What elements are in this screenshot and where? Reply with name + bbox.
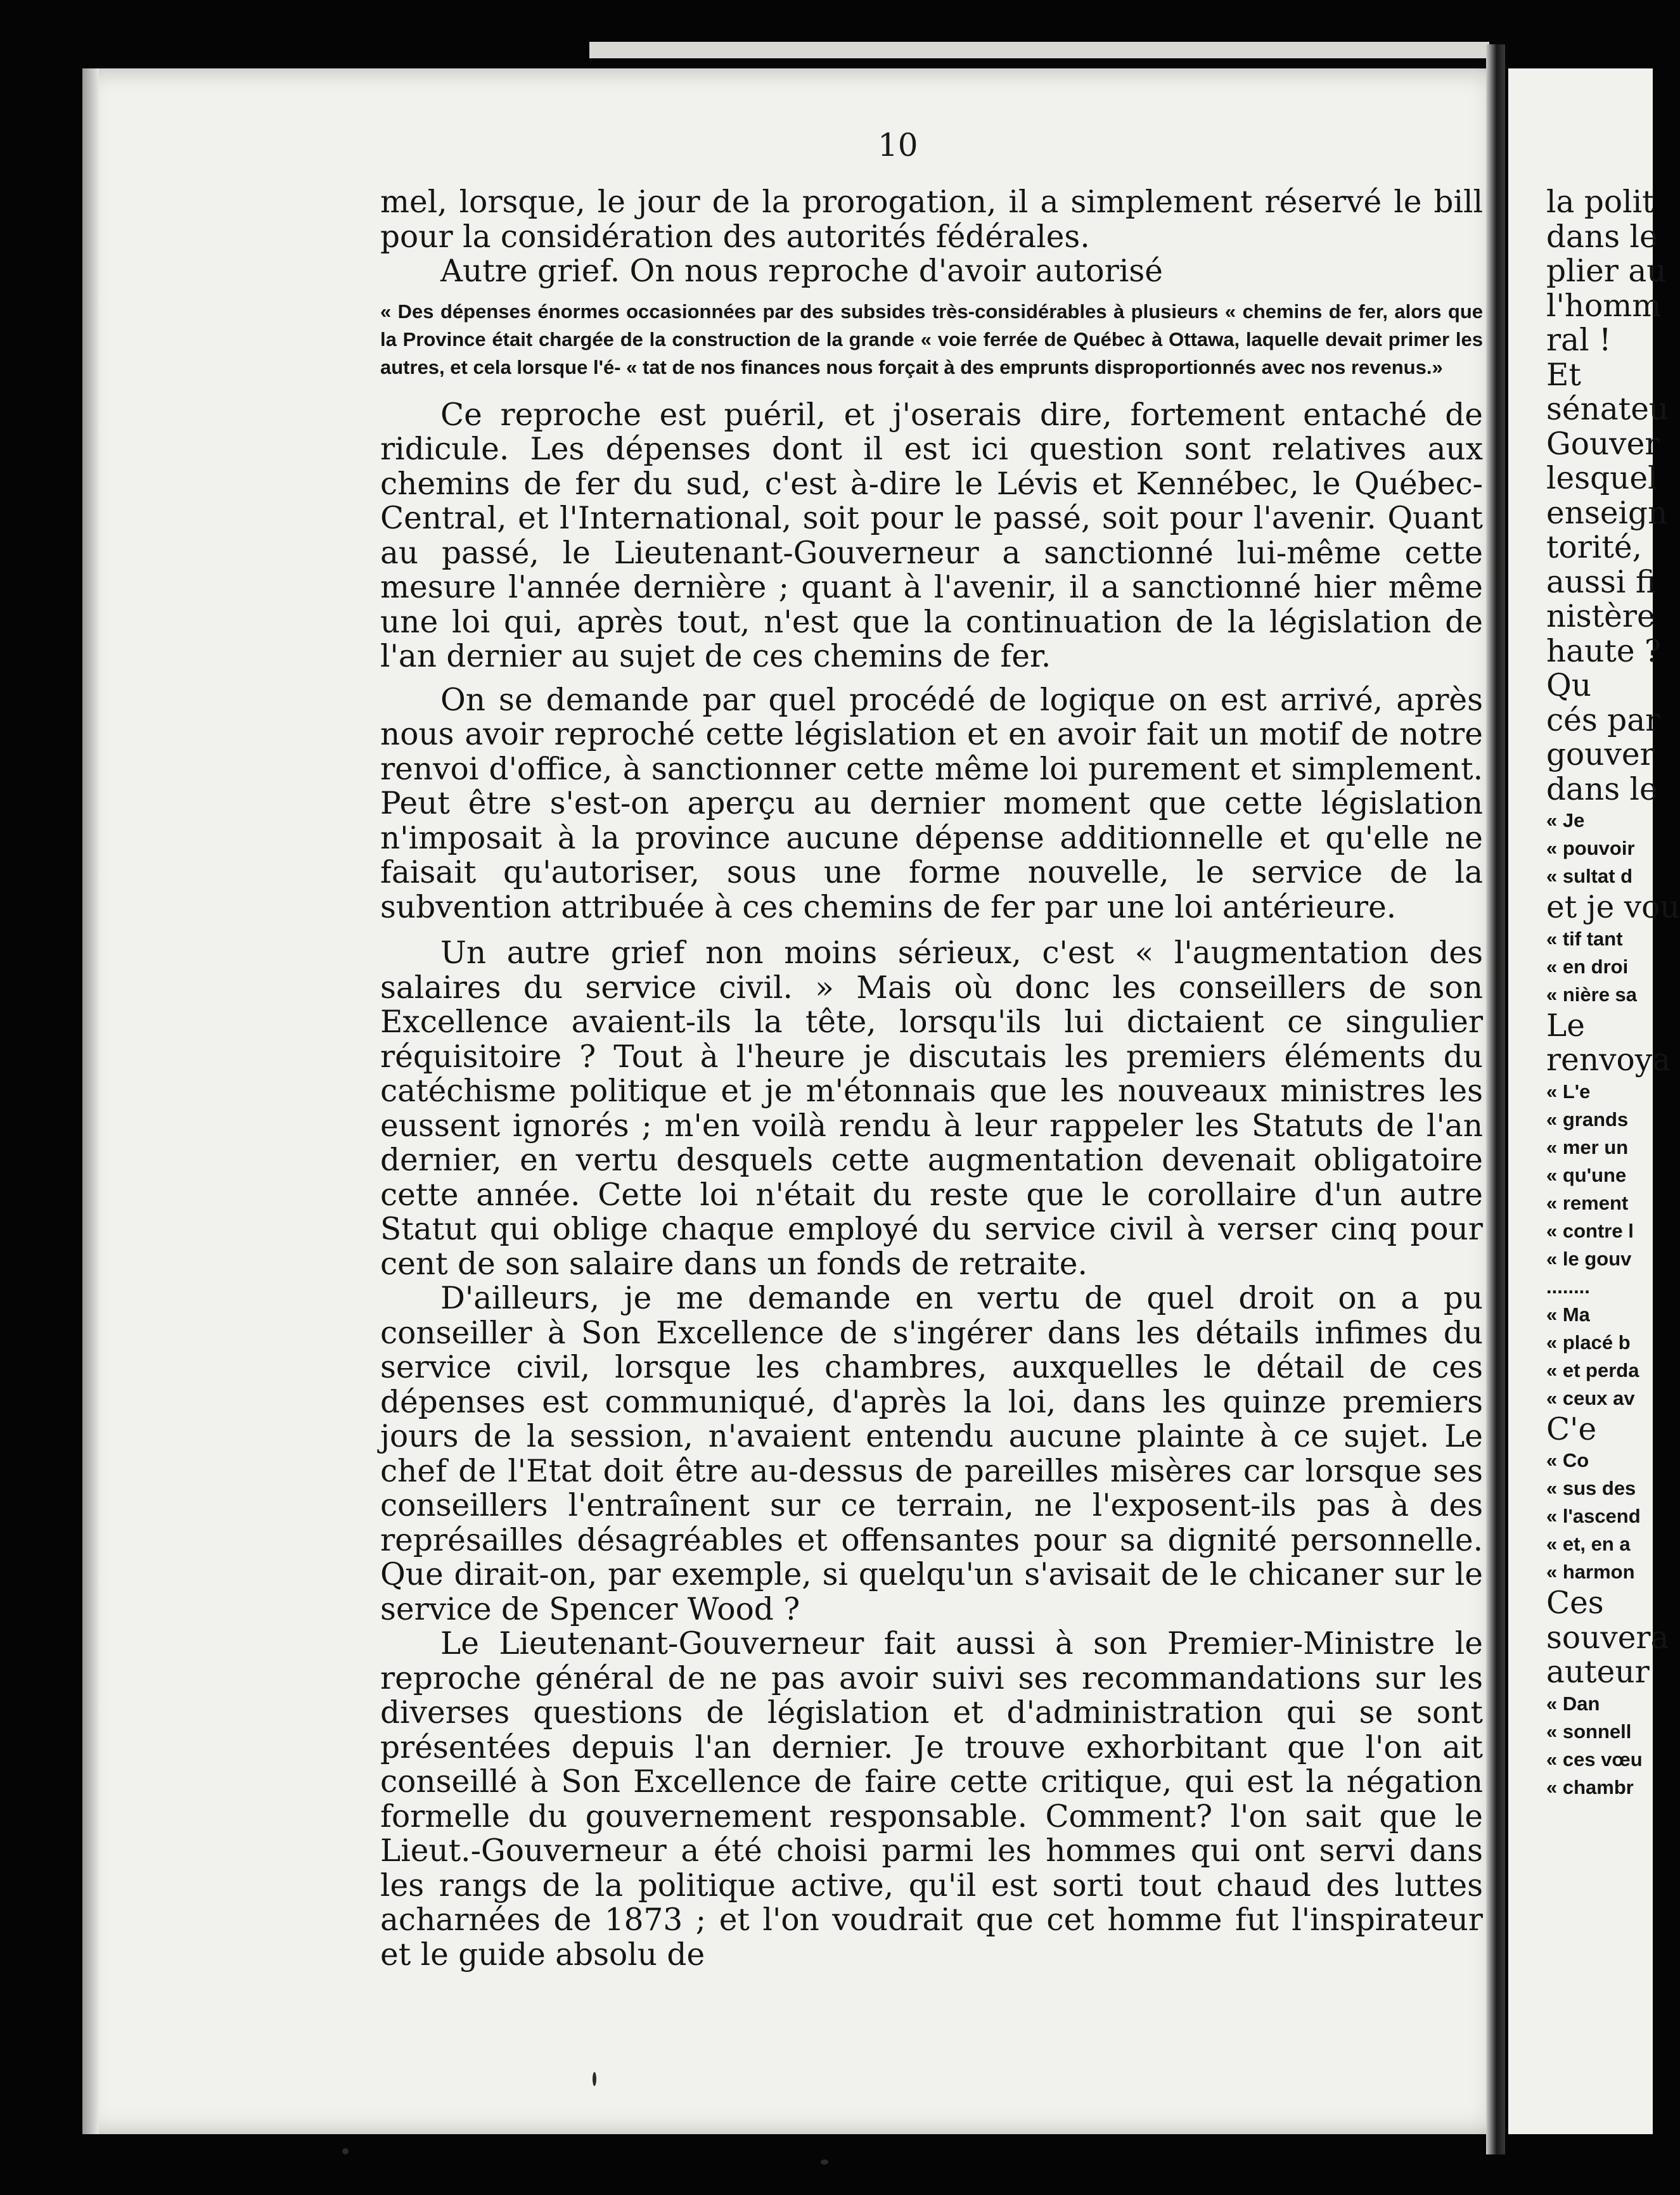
body-text bbox=[380, 185, 1483, 1972]
paragraph: Le Lieutenant-Gouverneur fait aussi à son Premier-Ministre le reproche général de ne pas avoir suivi ses recommandations sur les diverses questions de législation et d'administration qui se sont présentées depuis l'an dernier. Je trouve exhorbitant que l'on ait conseillé à Son Excellence de faire cette critique, qui est la négation formelle du gouvernement responsable. Comment? l'on sait que le Lieut.-Gouverneur a été choisi parmi les hommes qui ont servi dans les rangs de la politique active, qu'il est sorti tout chaud des luttes acharnées de 1873 ; et l'on voudrait que cet homme fut l'inspirateur et le guide absolu de bbox=[380, 1626, 1483, 1973]
right-page-line: « l'ascend bbox=[1546, 1505, 1641, 1527]
right-page-line: Et bbox=[1546, 357, 1581, 393]
right-page-line: « grands bbox=[1546, 1108, 1629, 1130]
right-page-text bbox=[1546, 184, 1680, 1801]
right-page-line: « sus des bbox=[1546, 1477, 1636, 1499]
right-page-line: enseign bbox=[1546, 495, 1668, 531]
right-page-line: dans le bbox=[1546, 219, 1658, 255]
paragraph: Un autre grief non moins sérieux, c'est « l'augmentation des salaires du service civil. » Mais où donc les conseillers de son Excellence avaient-ils la tête, lorsqu'ils lui dictaient ce singulier réquisitoire ? Tout à l'heure je discutais les premiers éléments du catéchisme politique et je m'étonnais que les nouveaux ministres les eussent ignorés ; m'en voilà rendu à leur rappeler les Statuts de l'an dernier, en vertu desquels cette augmentation devenait obligatoire cette année. Cette loi n'était du reste que le corollaire d'un autre Statut qui oblige chaque employé du service civil à verser cinq pour cent de son salaire dans un fonds de retraite. bbox=[380, 935, 1483, 1282]
right-page-line: « Co bbox=[1546, 1449, 1589, 1471]
right-page-line: « placé b bbox=[1546, 1331, 1631, 1353]
right-page-line: Le bbox=[1546, 1008, 1585, 1044]
right-page-line: « Je bbox=[1546, 809, 1585, 831]
right-page-line: « chambr bbox=[1546, 1776, 1634, 1798]
scan-speck bbox=[821, 2160, 828, 2165]
right-page-line: « ceux av bbox=[1546, 1386, 1635, 1409]
right-page-line: sénateu bbox=[1546, 392, 1669, 427]
right-page-line: « harmon bbox=[1546, 1561, 1635, 1583]
right-page-line: aussi fi bbox=[1546, 564, 1657, 600]
right-page-line: souvera bbox=[1546, 1620, 1669, 1656]
right-page-line: « nière sa bbox=[1546, 983, 1638, 1006]
right-page-line: Qu bbox=[1546, 668, 1591, 703]
right-page-line: Gouver bbox=[1546, 426, 1660, 462]
scan-speck bbox=[593, 2072, 596, 2086]
right-page-line: « ces vœu bbox=[1546, 1748, 1643, 1770]
paragraph: Autre grief. On nous reproche d'avoir autorisé bbox=[440, 253, 1163, 289]
page-number: 10 bbox=[878, 127, 918, 163]
right-page-line: « sonnell bbox=[1546, 1720, 1632, 1743]
book-gutter bbox=[1486, 44, 1505, 2154]
block-quote: « Des dépenses énormes occasionnées par des subsides très-considérables à plusieurs « chemins de fer, alors que la Province était chargée de la construction de la grande « voie ferrée de Québec à Ottawa, laquelle devait primer les autres, et cela lorsque l'é- « tat de nos finances nous forçait à des emprunts disproportionnés avec nos revenus.» bbox=[380, 300, 1483, 378]
right-page-line: et je vou bbox=[1546, 890, 1680, 925]
right-page-line: haute ? bbox=[1546, 633, 1661, 669]
right-page-line: C'e bbox=[1546, 1411, 1597, 1447]
right-page-line: « sultat d bbox=[1546, 865, 1633, 887]
right-page-line: « L'e bbox=[1546, 1080, 1591, 1103]
right-page-line: ral ! bbox=[1546, 323, 1612, 358]
right-page-line: ........ bbox=[1546, 1275, 1590, 1298]
right-page-line: dans le bbox=[1546, 771, 1658, 807]
right-page-line: « qu'une bbox=[1546, 1163, 1627, 1186]
right-page-line: « rement bbox=[1546, 1191, 1629, 1214]
right-page-line: la polit bbox=[1546, 184, 1655, 220]
paragraph: Ce reproche est puéril, et j'oserais dire, fortement entaché de ridicule. Les dépenses dont il est ici question sont relatives aux chemins de fer du sud, c'est à-dire le Lévis et Kennébec, le Québec-Central, et l'International, soit pour le passé, soit pour l'avenir. Quant au passé, le Lieutenant-Gouverneur a sanctionné lui-même cette mesure l'année dernière ; quant à l'avenir, il a sanctionné hier même une loi qui, après tout, n'est que la continuation de la législation de l'an dernier au sujet de ces chemins de fer. bbox=[380, 397, 1483, 674]
right-page-line: « et, en a bbox=[1546, 1533, 1631, 1555]
right-page-line: « tif tant bbox=[1546, 927, 1623, 950]
paragraph: On se demande par quel procédé de logique on est arrivé, après nous avoir reproché cette législation et en avoir fait un motif de notre renvoi d'office, à sanctionner cette même loi purement et simplement. Peut être s'est-on aperçu au dernier moment que cette législation n'imposait à la province aucune dépense additionnelle et qu'elle ne faisait qu'autoriser, sous une forme nouvelle, le service de la subvention attribuée à ces chemins de fer par une loi antérieure. bbox=[380, 682, 1483, 925]
paragraph: mel, lorsque, le jour de la prorogation, il a simplement réservé le bill pour la considération des autorités fédérales. bbox=[380, 184, 1483, 255]
right-page-line: « et perda bbox=[1546, 1359, 1639, 1381]
scan-speck bbox=[342, 2148, 349, 2154]
right-page-line: « mer un bbox=[1546, 1136, 1629, 1158]
right-page-line: gouver bbox=[1546, 737, 1655, 772]
right-page-line: lesquel bbox=[1546, 461, 1658, 496]
right-page-line: torité, bbox=[1546, 530, 1642, 565]
page-top-edge bbox=[589, 42, 1489, 58]
right-page-line: « Ma bbox=[1546, 1303, 1590, 1326]
paragraph: D'ailleurs, je me demande en vertu de quel droit on a pu conseiller à Son Excellence de s'ingérer dans les détails infimes du service civil, lorsque les chambres, auxquelles le détail de ces dépenses est communiqué, d'après la loi, dans les quinze premiers jours de la session, n'avaient entendu aucune plainte à ce sujet. Le chef de l'Etat doit être au-dessus de pareilles misères car lorsque ses conseillers l'entraînent sur ce terrain, ne l'exposent-ils pas à des représailles désagréables et offensantes pour sa dignité personnelle. Que dirait-on, par exemple, si quelqu'un s'avisait de le chicaner sur le service de Spencer Wood ? bbox=[380, 1281, 1483, 1627]
right-page-line: plier au bbox=[1546, 253, 1667, 289]
right-page-line: nistère bbox=[1546, 599, 1655, 634]
right-page-line: « pouvoir bbox=[1546, 837, 1635, 859]
right-page-line: renvoya bbox=[1546, 1042, 1671, 1078]
right-page-line: cés par bbox=[1546, 702, 1660, 738]
right-page-line: « le gouv bbox=[1546, 1247, 1632, 1270]
right-page-line: auteur bbox=[1546, 1654, 1650, 1690]
right-page-line: « en droi bbox=[1546, 955, 1629, 978]
right-page-line: « Dan bbox=[1546, 1692, 1600, 1715]
right-page-line: l'homm bbox=[1546, 288, 1662, 324]
right-page-line: Ces bbox=[1546, 1585, 1604, 1621]
right-page-line: « contre l bbox=[1546, 1219, 1634, 1242]
